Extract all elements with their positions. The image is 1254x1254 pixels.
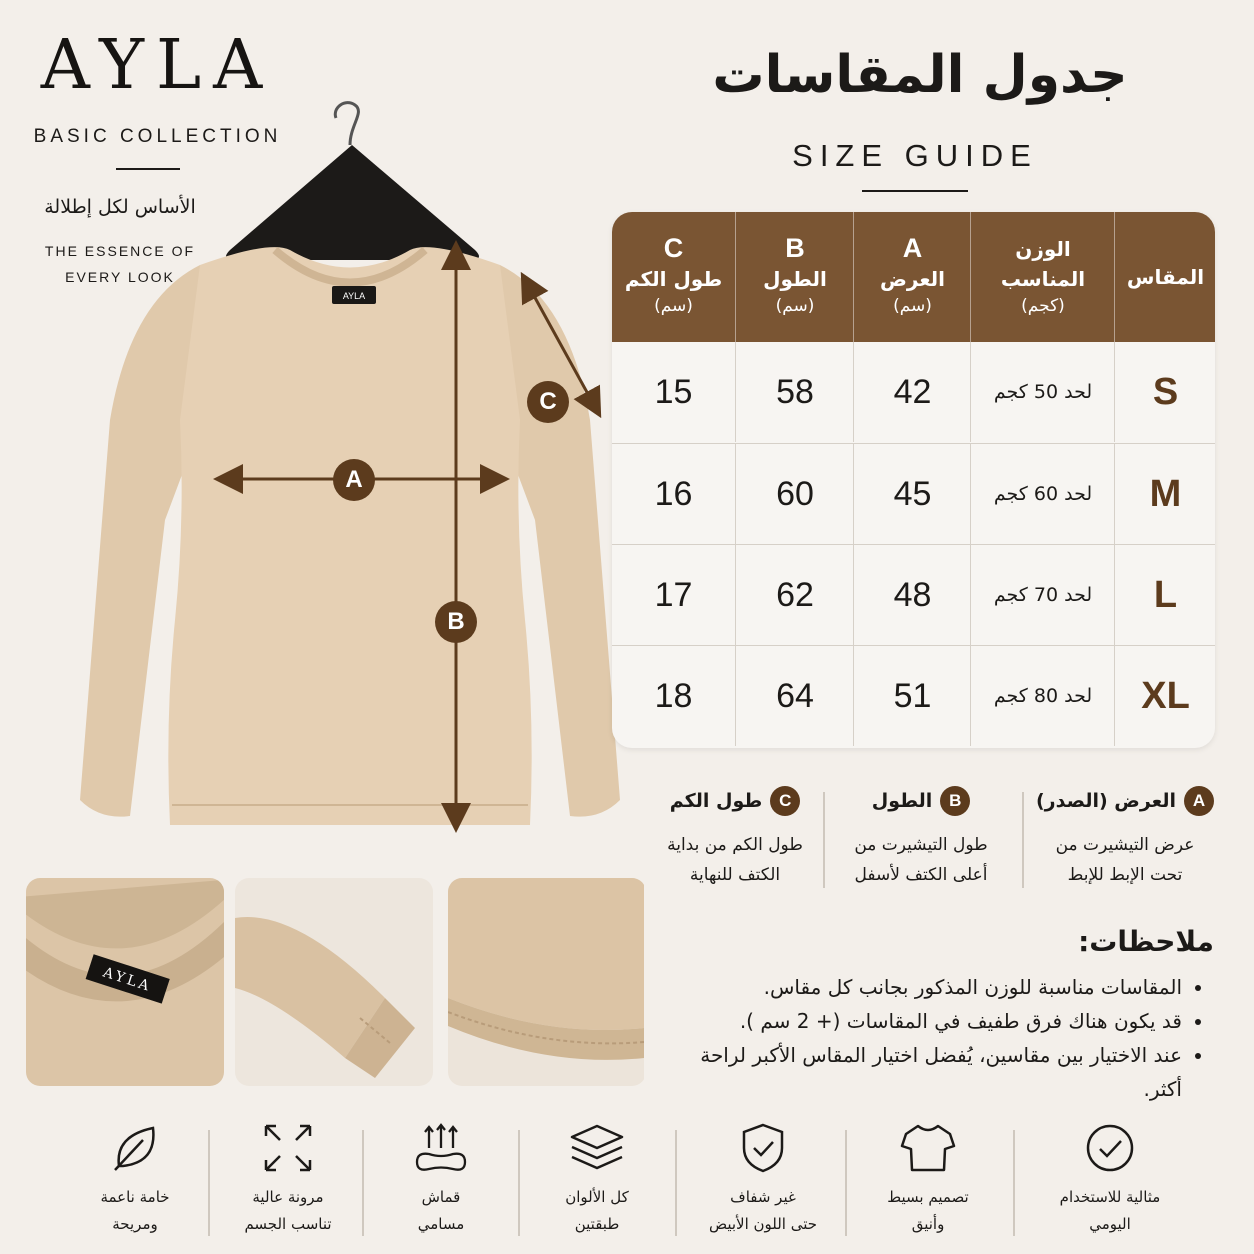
legend-a-title: العرض (الصدر)	[1036, 790, 1177, 812]
feature-label: طبقتين	[574, 1215, 620, 1233]
cell-b: 62	[735, 545, 854, 645]
header-b-unit: (سم)	[775, 296, 815, 317]
table-row	[612, 443, 1215, 544]
cell-a: 51	[853, 646, 971, 746]
notes-list	[690, 970, 1210, 1106]
check-circle-icon	[1084, 1122, 1136, 1174]
header-weight-label: الوزن المناسب	[1000, 237, 1086, 292]
header-a	[853, 212, 971, 342]
feature-breathable	[366, 1122, 516, 1238]
cell-c: 17	[654, 575, 693, 614]
feature-label: ومريحة	[112, 1215, 158, 1233]
table-header	[612, 212, 1215, 342]
feature-divider	[675, 1130, 677, 1236]
header-c-letter: C	[663, 233, 684, 264]
photo-sleeve-cuff	[235, 878, 433, 1086]
brand-tagline-ar: الأساس لكل إطلالة	[44, 196, 196, 218]
legend-c-line2: الكتف للنهاية	[689, 865, 781, 885]
feature-label: قماش	[421, 1188, 461, 1206]
photo-neck-label	[26, 878, 224, 1086]
legend-a-line1: عرض التيشيرت من	[1055, 835, 1195, 855]
cell-b: 60	[735, 444, 854, 544]
title-en: SIZE GUIDE	[792, 138, 1038, 173]
legend-c-marker: C	[770, 786, 800, 816]
header-weight	[970, 212, 1115, 342]
feature-soft-fabric	[60, 1122, 210, 1238]
header-c-label: طول الكم	[624, 267, 723, 292]
table-row	[612, 544, 1215, 645]
header-c-unit: (سم)	[654, 296, 693, 317]
legend-b-line1: طول التيشيرت من	[854, 835, 988, 855]
note-item: • المقاسات مناسبة للوزن المذكور بجانب كل مقاس.	[690, 970, 1182, 1004]
brand-logo: AYLA	[40, 26, 275, 105]
feature-label: مثالية للاستخدام	[1059, 1188, 1161, 1206]
legend-b-line2: أعلى الكتف لأسفل	[854, 865, 988, 885]
title-divider	[862, 190, 968, 192]
note-item: • عند الاختيار بين مقاسين، يُفضل اختيار المقاس الأكبر لراحة أكثر.	[690, 1038, 1182, 1106]
cell-c: 16	[654, 474, 693, 513]
feature-label: وأنيق	[911, 1215, 945, 1233]
feature-label: حتى اللون الأبيض	[708, 1215, 818, 1233]
hanger-icon	[226, 103, 479, 260]
stretch-arrows-icon	[262, 1122, 314, 1174]
legend-divider	[1022, 792, 1024, 888]
cell-weight: لحد 70 كجم	[970, 545, 1115, 645]
feature-label: مرونة عالية	[252, 1188, 324, 1206]
photo-label-text: AYLA	[101, 964, 154, 996]
header-b-letter: B	[785, 233, 805, 264]
title-ar: جدول المقاسات	[712, 45, 1128, 105]
cell-weight: لحد 50 كجم	[970, 342, 1115, 442]
feature-divider	[518, 1130, 520, 1236]
note-item: • قد يكون هناك فرق طفيف في المقاسات (+ 2 سم ).	[690, 1004, 1182, 1038]
table-row	[612, 645, 1215, 746]
cell-weight: لحد 80 كجم	[970, 646, 1115, 746]
legend-b-marker: B	[940, 786, 970, 816]
feature-stretch	[213, 1122, 363, 1238]
legend-b-title: الطول	[871, 790, 933, 812]
marker-b: B	[435, 601, 477, 643]
legend-a	[1030, 786, 1220, 890]
legend-c	[640, 786, 830, 890]
brand-collection: BASIC COLLECTION	[33, 126, 282, 147]
header-a-label: العرض	[880, 267, 945, 292]
size-table	[612, 212, 1215, 748]
legend-c-line1: طول الكم من بداية	[667, 835, 803, 855]
layers-icon	[568, 1122, 626, 1174]
legend-a-marker: A	[1184, 786, 1214, 816]
feature-divider	[1013, 1130, 1015, 1236]
feature-label: تصميم بسيط	[887, 1188, 969, 1206]
feature-divider	[845, 1130, 847, 1236]
feature-label: اليومي	[1089, 1215, 1131, 1233]
cell-c: 15	[654, 372, 693, 411]
header-a-letter: A	[902, 233, 923, 264]
feature-opaque	[688, 1122, 838, 1238]
feature-label: مسامي	[417, 1215, 465, 1233]
legend-b	[826, 786, 1016, 890]
tshirt-icon	[900, 1122, 956, 1174]
breathable-icon	[413, 1122, 469, 1174]
leaf-icon	[109, 1122, 161, 1174]
feature-daily-use	[1035, 1122, 1185, 1238]
header-b-label: الطول	[763, 267, 827, 292]
cell-b: 64	[735, 646, 854, 746]
header-c	[612, 212, 735, 342]
cell-b: 58	[735, 342, 854, 442]
feature-label: خامة ناعمة	[100, 1188, 170, 1206]
cell-size: L	[1114, 545, 1215, 645]
cell-c: 18	[654, 676, 693, 715]
cell-a: 48	[853, 545, 971, 645]
header-b	[735, 212, 854, 342]
feature-label: تناسب الجسم	[244, 1215, 332, 1233]
legend-c-title: طول الكم	[669, 790, 763, 812]
feature-simple-design	[853, 1122, 1003, 1238]
neck-label-text: AYLA	[342, 291, 366, 301]
cell-size: M	[1114, 444, 1215, 544]
feature-two-layers	[522, 1122, 672, 1238]
header-a-unit: (سم)	[893, 296, 932, 317]
cell-size: XL	[1114, 646, 1215, 746]
photo-hem	[448, 878, 646, 1086]
feature-label: غير شفاف	[730, 1188, 796, 1206]
header-size-label: المقاس	[1126, 265, 1205, 289]
marker-c: C	[527, 381, 569, 423]
legend-a-line2: تحت الإبط للإبط	[1067, 865, 1183, 885]
cell-a: 45	[853, 444, 971, 544]
brand-tagline-en-line2: EVERY LOOK	[65, 269, 175, 285]
cell-weight: لحد 60 كجم	[970, 444, 1115, 544]
feature-label: كل الألوان	[565, 1188, 629, 1206]
header-size	[1114, 212, 1215, 342]
table-row	[612, 342, 1215, 442]
marker-a: A	[333, 459, 375, 501]
shield-check-icon	[737, 1122, 789, 1174]
header-weight-unit: (كجم)	[1021, 296, 1065, 317]
brand-tagline-en-line1: THE ESSENCE OF	[44, 243, 196, 259]
cell-size: S	[1114, 342, 1215, 442]
notes-title: ملاحظات:	[1078, 925, 1214, 958]
cell-a: 42	[853, 342, 971, 442]
